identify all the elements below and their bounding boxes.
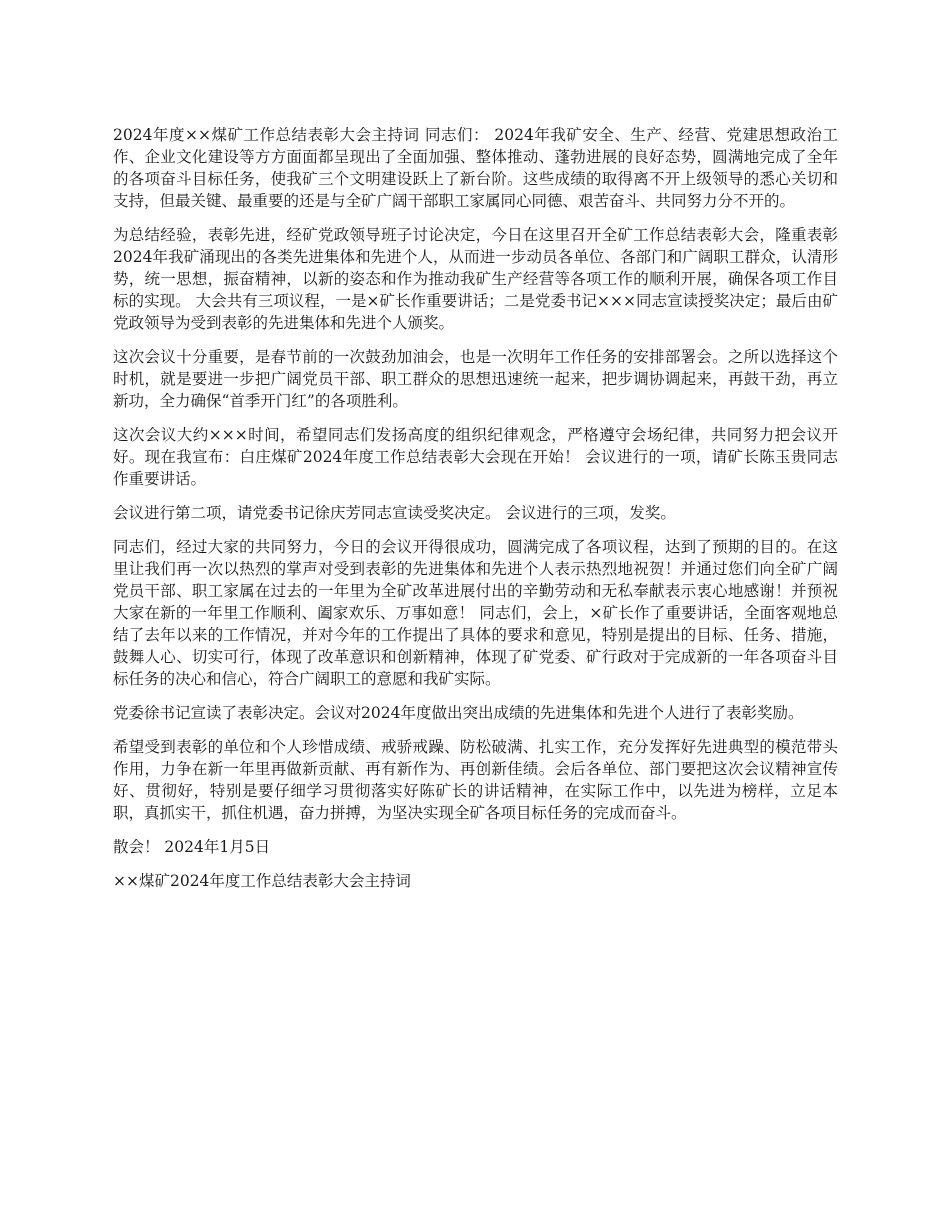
paragraph-agenda-items: 会议进行第二项，请党委书记徐庆芳同志宣读受奖决定。 会议进行的三项，发奖。 — [113, 504, 676, 522]
paragraph-commendation: 党委徐书记宣读了表彰决定。会议对2024年度做出突出成绩的先进集体和先进个人进行了表彰奖励。 — [113, 704, 804, 722]
paragraph-purpose-agenda: 为总结经验，表彰先进，经矿党政领导班子讨论决定，今日在这里召开全矿工作总结表彰大会，隆重表彰2024年我矿涌现出的各类先进集体和先进个人，从而进一步动员各单位、各部门和广阔职工群众，认清形势，统一思想，振奋精神，以新的姿态和作为推动我矿生产经营等各项工作的顺利开展，确保各项工作目标的实现。 大会共有三项议程，一是×矿长作重要讲话；二是党委书记×××同志宣读授奖决定；最后由矿党政领导为受到表彰的先进集体和先进个人颁奖。 — [113, 226, 838, 332]
paragraph-hopes: 希望受到表彰的单位和个人珍惜成绩、戒骄戒躁、防松破满、扎实工作，充分发挥好先进典型的模范带头作用，力争在新一年里再做新贡献、再有新作为、再创新佳绩。会后各单位、部门要把这次会议精神宣传好、贯彻好，特别是要仔细学习贯彻落实好陈矿长的讲话精神，在实际工作中，以先进为榜样，立足本职，真抓实干，抓住机遇，奋力拼搏，为坚决实现全矿各项目标任务的完成而奋斗。 — [113, 738, 838, 822]
paragraph-importance: 这次会议十分重要，是春节前的一次鼓劲加油会，也是一次明年工作任务的安排部署会。之所以选择这个时机，就是要进一步把广阔党员干部、职工群众的思想迅速统一起来，把步调协调起来，再鼓干劲，再立新功，全力确保“首季开门红”的各项胜利。 — [113, 348, 838, 410]
paragraph-footer-title: ××煤矿2024年度工作总结表彰大会主持词 — [113, 872, 411, 890]
paragraph-summary: 同志们，经过大家的共同努力，今日的会议开得很成功，圆满完成了各项议程，达到了预期的目的。在这里让我们再一次以热烈的掌声对受到表彰的先进集体和先进个人表示热烈地祝贺！并通过您们向全矿广阔党员干部、职工家属在过去的一年里为全矿改革进展付出的辛勤劳动和无私奉献表示衷心地感谢！并预祝大家在新的一年里工作顺利、阖家欢乐、万事如意！ 同志们，会上，×矿长作了重要讲话，全面客观地总结了去年以来的工作情况，并对今年的工作提出了具体的要求和意见，特别是提出的目标、任务、措施，鼓舞人心、切实可行，体现了改革意识和创新精神，体现了矿党委、矿行政对于完成新的一年各项奋斗目标任务的决心和信心，符合广阔职工的意愿和我矿实际。 — [113, 538, 838, 688]
document-body — [113, 124, 838, 904]
paragraph-opening: 2024年度××煤矿工作总结表彰大会主持词 同志们： 2024年我矿安全、生产、经营、党建思想政治工作、企业文化建设等方方面面都呈现出了全面加强、整体推动、蓬勃进展的良好态势，圆满地完成了全年的各项奋斗目标任务，使我矿三个文明建设跃上了新台阶。这些成绩的取得离不开上级领导的悉心关切和支持，但最关键、最重要的还是与全矿广阔干部职工家属同心同德、艰苦奋斗、共同努力分不开的。 — [113, 126, 838, 210]
paragraph-meeting-start: 这次会议大约×××时间，希望同志们发扬高度的组织纪律观念，严格遵守会场纪律，共同努力把会议开好。现在我宣布：白庄煤矿2024年度工作总结表彰大会现在开始！ 会议进行的一项，请矿长陈玉贵同志作重要讲话。 — [113, 426, 838, 488]
paragraph-closing-date: 散会！ 2024年1月5日 — [113, 838, 271, 856]
